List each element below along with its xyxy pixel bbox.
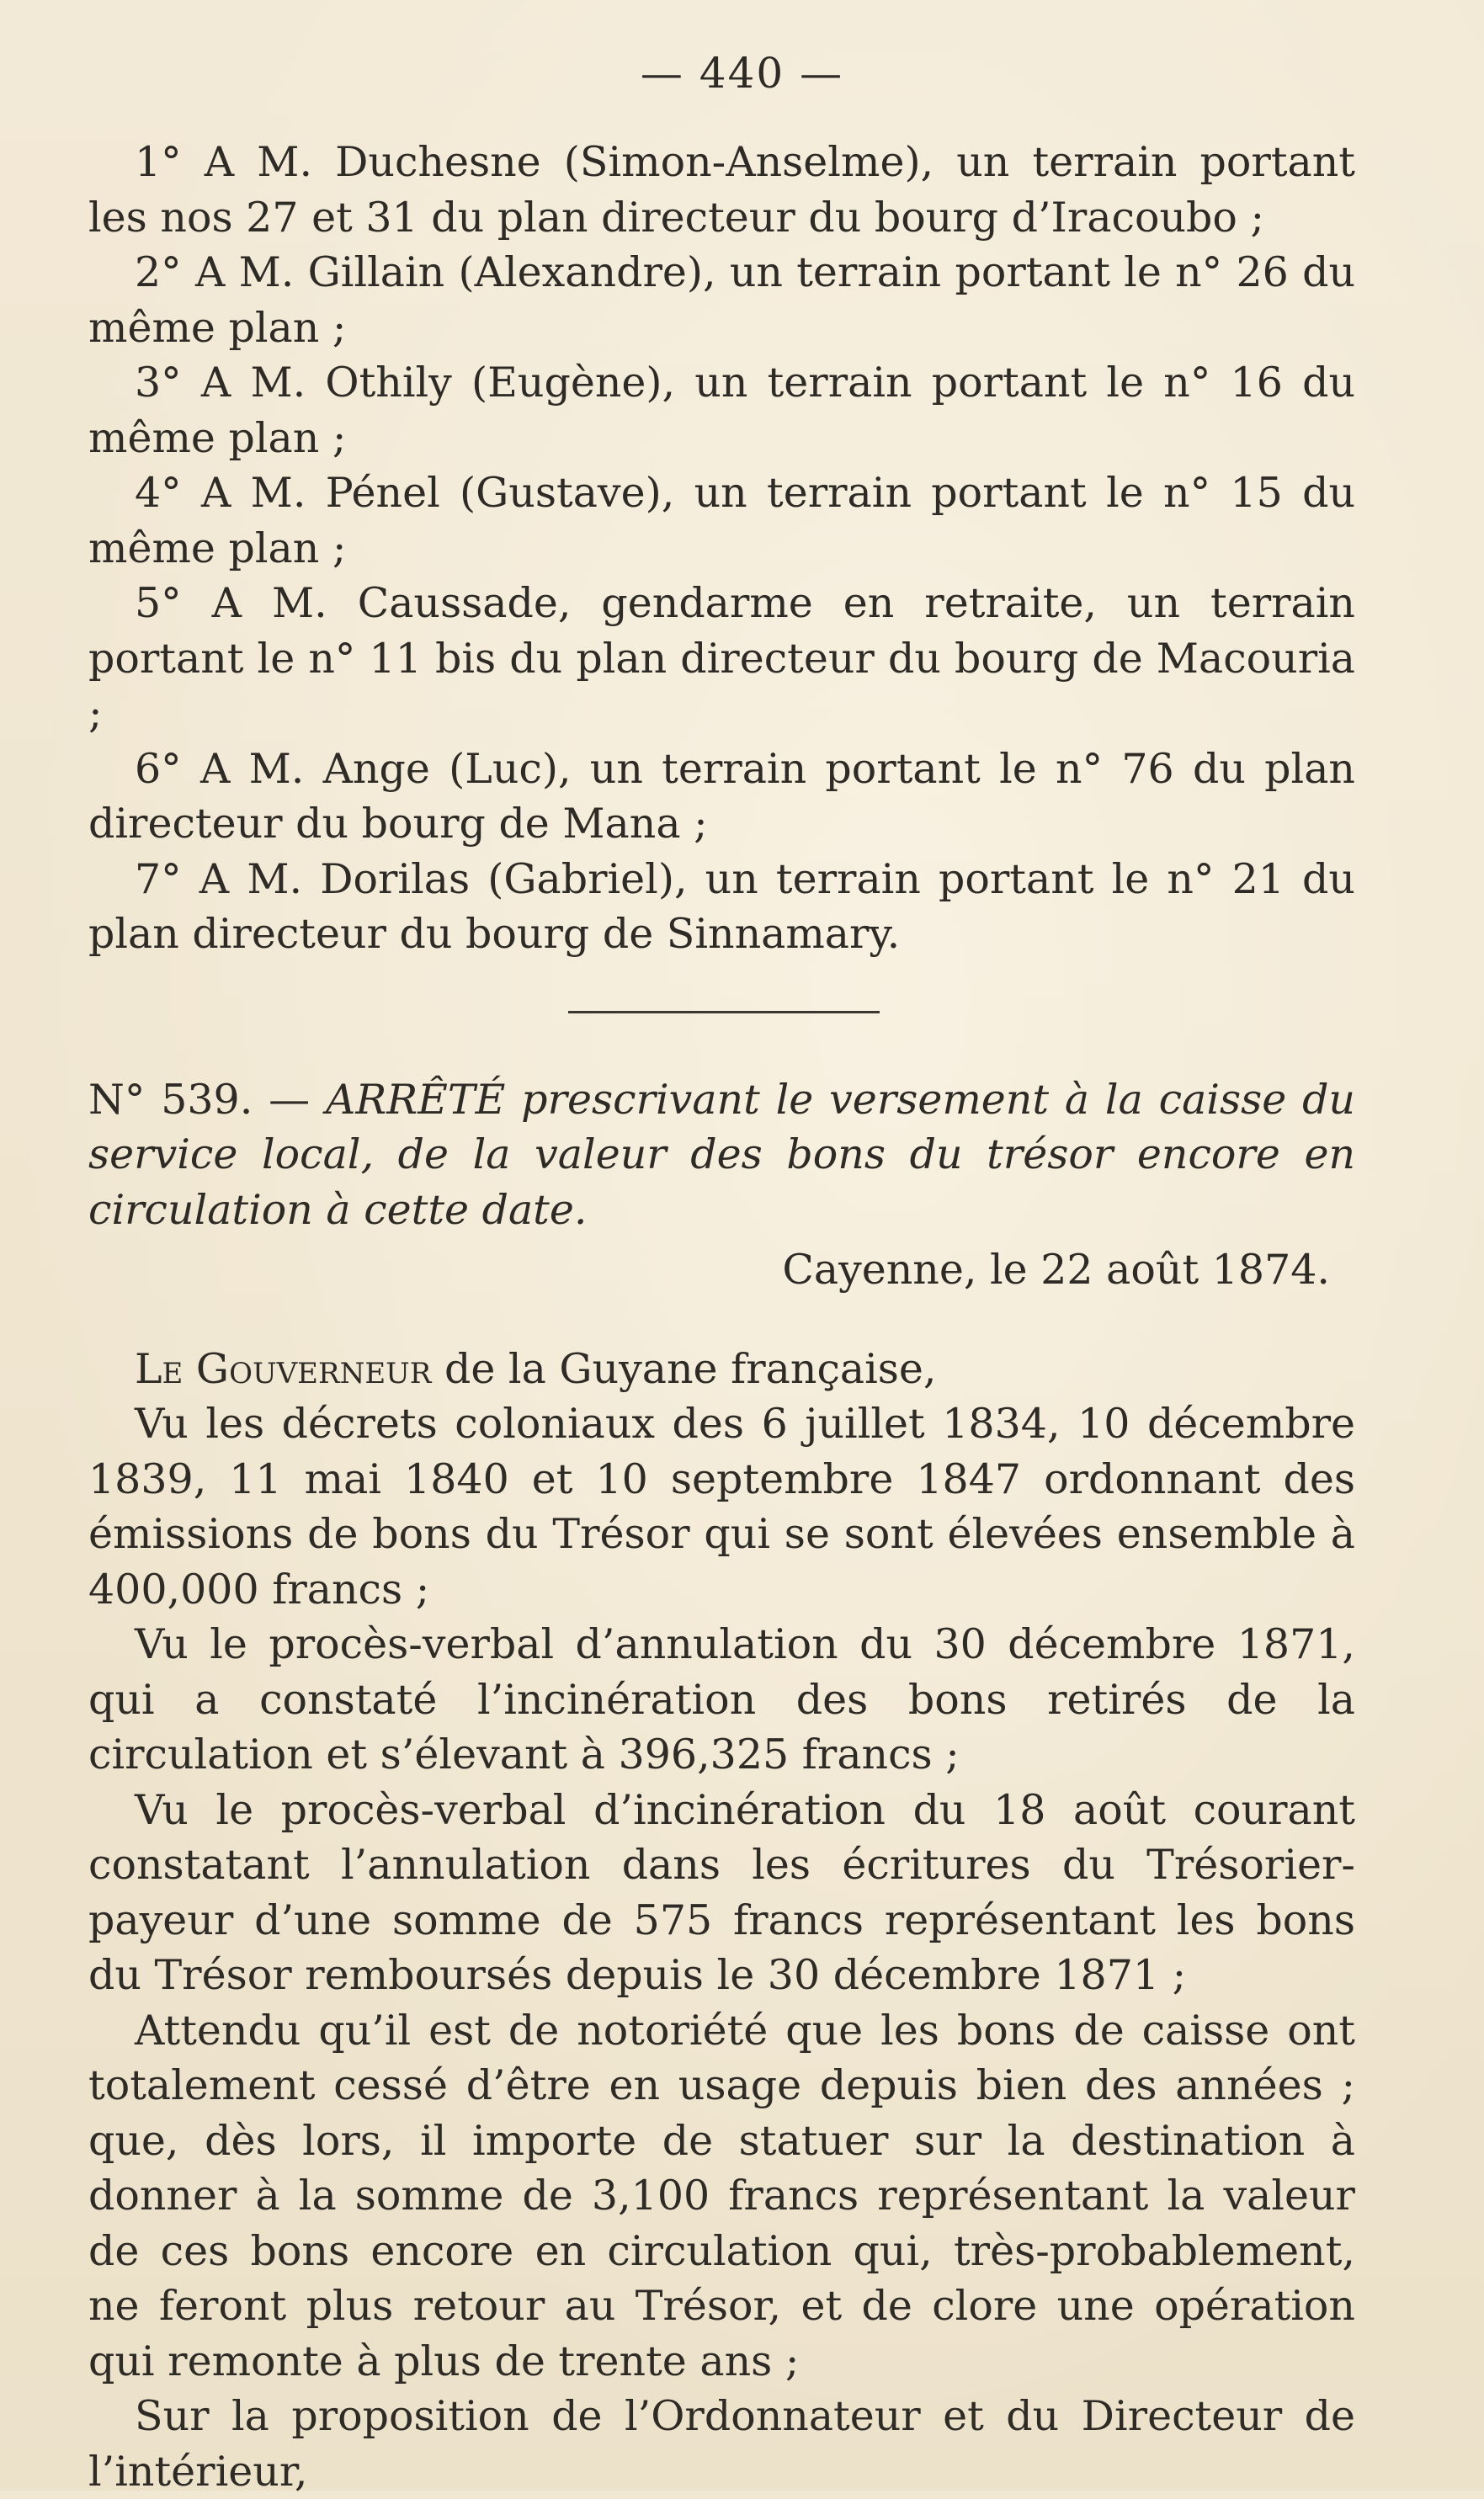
paragraph: Vu les décrets coloniaux des 6 juillet 1834, 10 décembre 1839, 11 mai 1840 et 10 septembre 1847 ordonnant des émissions de bons du Trésor qui se sont élevées ensemble à 400,000 francs ; — [88, 1400, 1355, 1614]
decree-heading — [88, 1072, 1355, 1238]
list-item: 4° A M. Pénel (Gustave), un terrain portant le n° 15 du même plan ; — [88, 469, 1355, 572]
list-item: 2° A M. Gillain (Alexandre), un terrain portant le n° 26 du même plan ; — [88, 248, 1355, 352]
paragraph: Vu le procès-verbal d’annulation du 30 décembre 1871, qui a constaté l’incinération des bons retirés de la circulation et s’élevant à 396,325 francs ; — [88, 1620, 1355, 1779]
paragraph: Attendu qu’il est de notoriété que les bons de caisse ont totalement cessé d’être en usage depuis bien des années ; que, dès lors, il importe de statuer sur la destination à donner à la somme de 3,100 francs représentant la valeur de ces bons encore en circulation qui, très-probablement, ne feront plus retour au Trésor, et de clore une opération qui remonte à plus de trente ans ; — [88, 2006, 1355, 2385]
paragraph: Sur la proposition de l’Ordonnateur et du Directeur de l’intérieur, — [88, 2392, 1355, 2496]
page-content — [88, 135, 1355, 2499]
list-item: 3° A M. Othily (Eugène), un terrain portant le n° 16 du même plan ; — [88, 359, 1355, 462]
paragraph: Vu le procès-verbal d’incinération du 18 août courant constatant l’annulation dans les écritures du Trésorier-payeur d’une somme de 575 francs représentant les bons du Trésor remboursés depuis le 30 décembre 1871 ; — [88, 1785, 1355, 1999]
list-item: 5° A M. Caussade, gendarme en retraite, un terrain portant le n° 11 bis du plan directeur du bourg de Macouria ; — [88, 579, 1355, 737]
place-date: Cayenne, le 22 août 1874. — [782, 1246, 1330, 1294]
page-number: — 440 — — [640, 49, 844, 98]
list-item: 1° A M. Duchesne (Simon-Anselme), un terrain portant les nos 27 et 31 du plan directeur du bourg d’Iracoubo ; — [88, 138, 1355, 242]
decree-title: ARRÊTÉ prescrivant le versement à la caisse du service local, de la valeur des bons du trésor encore en circulation à cette date. — [88, 1075, 1355, 1234]
governor-rest: de la Guyane française, — [431, 1344, 937, 1393]
section-divider — [568, 1011, 880, 1013]
governor-title: Le Gouverneur — [135, 1344, 432, 1393]
list-item: 6° A M. Ange (Luc), un terrain portant le n° 76 du plan directeur du bourg de Mana ; — [88, 744, 1355, 848]
decree-number: N° 539. — — [88, 1075, 326, 1124]
list-item: 7° A M. Dorilas (Gabriel), un terrain portant le n° 21 du plan directeur du bourg de Sinnamary. — [88, 854, 1355, 958]
governor-line — [88, 1342, 1355, 1397]
